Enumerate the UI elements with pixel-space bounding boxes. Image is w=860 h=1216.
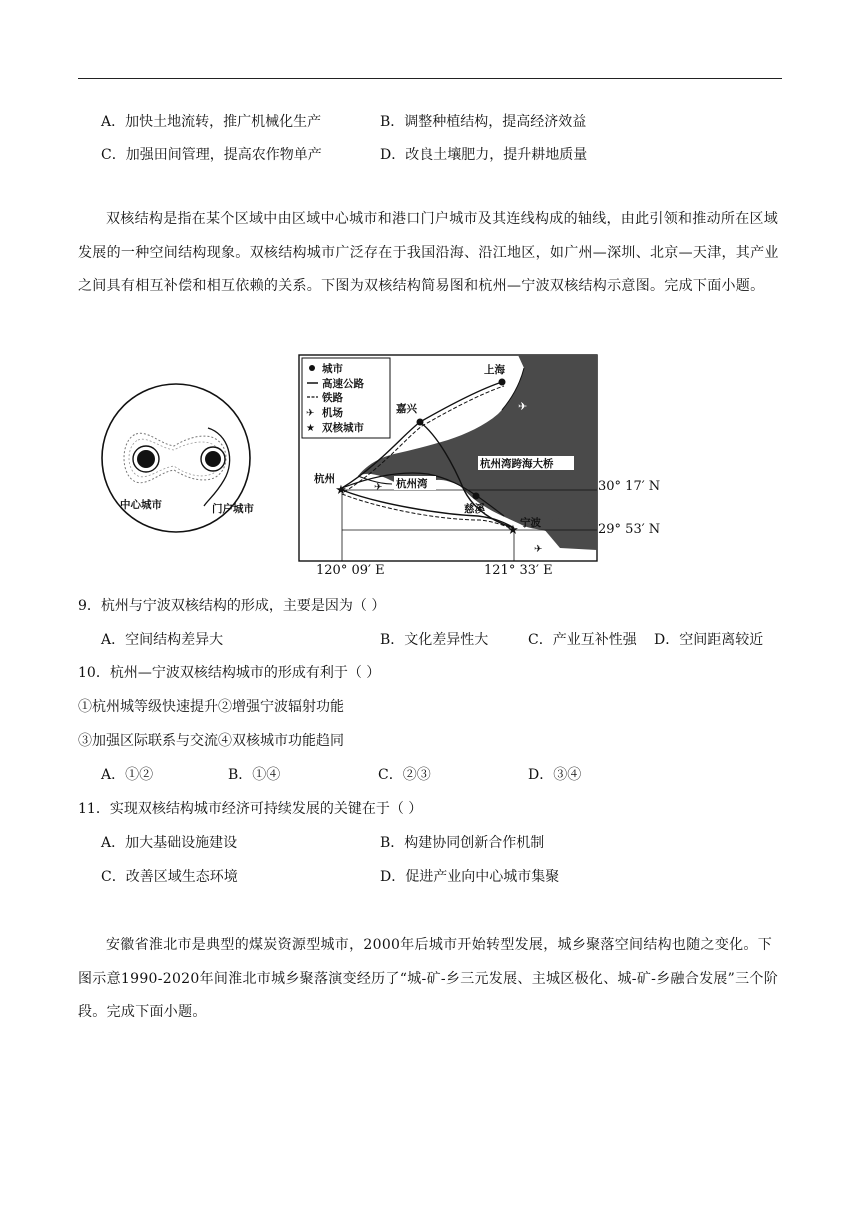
- q9-stem: 9．杭州与宁波双核结构的形成，主要是因为（ ）: [78, 598, 386, 614]
- dual-core-schematic: [78, 382, 274, 534]
- legend-dual-core-label: 双核城市: [322, 422, 364, 434]
- legend-city-label: 城市: [322, 363, 343, 375]
- q11-option-c[interactable]: C．改善区域生态环境: [101, 869, 238, 885]
- q10-option-a[interactable]: A．①②: [101, 767, 154, 783]
- passage-dual-core: 双核结构是指在某个区域中由区域中心城市和港口门户城市及其连线构成的轴线，由此引领和推动所在区域发展的一种空间结构现象。双核结构城市广泛存在于我国沿海、沿江地区，如广州—深圳、北京—天津，其产业之间具有相互补偿和相互依赖的关系。下图为双核结构简易图和杭州—宁波双核结构示意图。完成下面小题。: [78, 211, 779, 294]
- q9-option-b[interactable]: B．文化差异性大: [380, 632, 489, 648]
- ningbo-star: ★: [507, 523, 519, 538]
- legend-expressway-label: 高速公路: [322, 378, 364, 390]
- q10-items-3-4: ③加强区际联系与交流④双核城市功能趋同: [78, 733, 344, 749]
- q10-option-b[interactable]: B．①④: [228, 767, 281, 783]
- q8-option-a[interactable]: A．加快土地流转，推广机械化生产: [101, 114, 322, 130]
- q8-option-b[interactable]: B．调整种植结构，提高经济效益: [380, 114, 587, 130]
- q10-option-c[interactable]: C．②③: [378, 767, 431, 783]
- legend-star-icon: ★: [306, 423, 315, 434]
- q11-option-b[interactable]: B．构建协同创新合作机制: [380, 835, 545, 851]
- legend-airport-icon: ✈: [306, 408, 315, 419]
- legend-railway-label: 铁路: [322, 392, 343, 404]
- cixi-dot: [473, 493, 480, 500]
- gateway-city-dot: [205, 451, 221, 467]
- q11-option-d[interactable]: D．促进产业向中心城市集聚: [380, 869, 560, 885]
- hangzhou-star: ★: [335, 483, 347, 498]
- shanghai-dot: [499, 379, 506, 386]
- gateway-city-label: 门户城市: [212, 503, 254, 515]
- legend-city-icon: [309, 365, 315, 371]
- q9-option-c[interactable]: C．产业互补性强: [528, 632, 637, 648]
- hangzhou-ningbo-map: [298, 354, 598, 584]
- q9-option-a[interactable]: A．空间结构差异大: [101, 632, 224, 648]
- q11-stem: 11．实现双核结构城市经济可持续发展的关键在于（ ）: [78, 801, 423, 817]
- airport-icon: ✈: [534, 544, 543, 555]
- lat-label-1: 30° 17′ N: [598, 479, 661, 494]
- q8-option-d[interactable]: D．改良土壤肥力，提升耕地质量: [380, 147, 588, 163]
- center-city-dot: [137, 450, 155, 468]
- hangzhou-bay-label: 杭州湾: [396, 478, 428, 490]
- header-rule: [78, 78, 782, 79]
- passage-huaibei: 安徽省淮北市是典型的煤炭资源型城市，2000年后城市开始转型发展，城乡聚落空间结构也随之变化。下图示意1990-2020年间淮北市城乡聚落演变经历了“城-矿-乡三元发展、主城区极化、城-矿-乡融合发展”三个阶段。完成下面小题。: [78, 937, 779, 1020]
- lat-label-2: 29° 53′ N: [598, 522, 661, 537]
- center-city-label: 中心城市: [120, 499, 162, 511]
- q8-option-c[interactable]: C．加强田间管理，提高农作物单产: [101, 147, 322, 163]
- q10-items-1-2: ①杭州城等级快速提升②增强宁波辐射功能: [78, 699, 344, 715]
- lon-label-2: 121° 33′ E: [484, 563, 553, 578]
- airport-icon: ✈: [518, 400, 528, 413]
- hangzhou-label: 杭州: [314, 473, 335, 485]
- bridge-label: 杭州湾跨海大桥: [480, 458, 554, 470]
- jiaxing-dot: [417, 419, 424, 426]
- airport-icon: ✈: [374, 482, 383, 493]
- jiaxing-label: 嘉兴: [396, 403, 417, 415]
- legend-airport-label: 机场: [322, 407, 343, 419]
- cixi-label: 慈溪: [464, 503, 485, 515]
- q10-stem: 10．杭州—宁波双核结构城市的形成有利于（ ）: [78, 665, 381, 681]
- shanghai-label: 上海: [484, 364, 505, 376]
- ningbo-label: 宁波: [520, 517, 541, 529]
- q9-option-d[interactable]: D．空间距离较近: [654, 632, 764, 648]
- q10-option-d[interactable]: D．③④: [528, 767, 582, 783]
- q11-option-a[interactable]: A．加大基础设施建设: [101, 835, 238, 851]
- lon-label-1: 120° 09′ E: [316, 563, 385, 578]
